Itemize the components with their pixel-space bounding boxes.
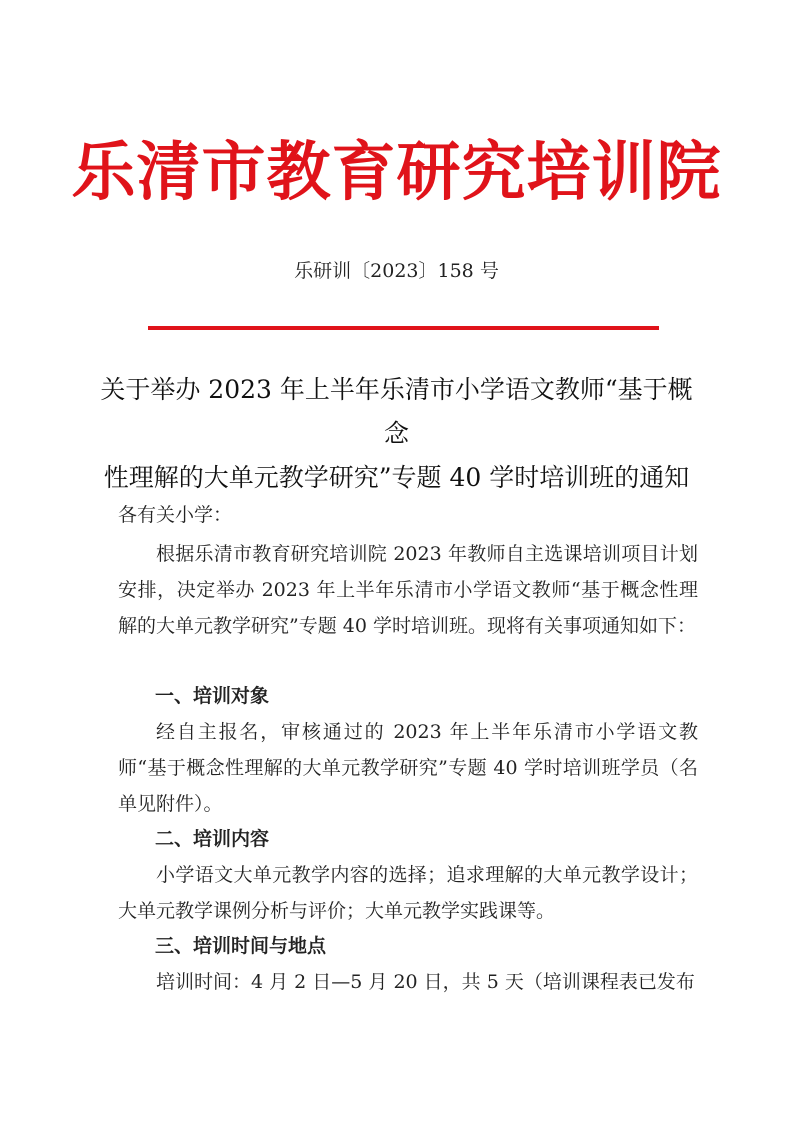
notice-title-line-2: 性理解的大单元教学研究”专题 40 学时培训班的通知 [103,463,690,492]
intro-paragraph: 根据乐清市教育研究培训院 2023 年教师自主选课培训项目计划安排，决定举办 2023 年上半年乐清市小学语文教师“基于概念性理解的大单元教学研究”专题 40 学时培训班。现将有关事项通知如下： [118,543,698,637]
notice-title [90,368,703,500]
notice-title-line-1: 关于举办 2023 年上半年乐清市小学语文教师“基于概念 [100,375,693,448]
section-1-body: 经自主报名，审核通过的 2023 年上半年乐清市小学语文教师“基于概念性理解的大单元教学研究”专题 40 学时培训班学员（名单见附件）。 [118,721,698,815]
section-3-heading: 三、培训时间与地点 [155,935,327,957]
salutation: 各有关小学： [118,504,233,526]
section-2-body: 小学语文大单元教学内容的选择；追求理解的大单元教学设计；大单元教学课例分析与评价；大单元教学实践课等。 [118,864,698,922]
section-3-body: 培训时间：4 月 2 日—5 月 20 日，共 5 天（培训课程表已发布 [156,971,695,993]
section-2-heading: 二、培训内容 [155,828,270,850]
red-divider-line [148,326,659,330]
section-1-heading: 一、培训对象 [155,685,270,707]
org-masthead: 乐清市教育研究培训院 [71,136,722,210]
document-number: 乐研训〔2023〕158 号 [294,260,499,282]
